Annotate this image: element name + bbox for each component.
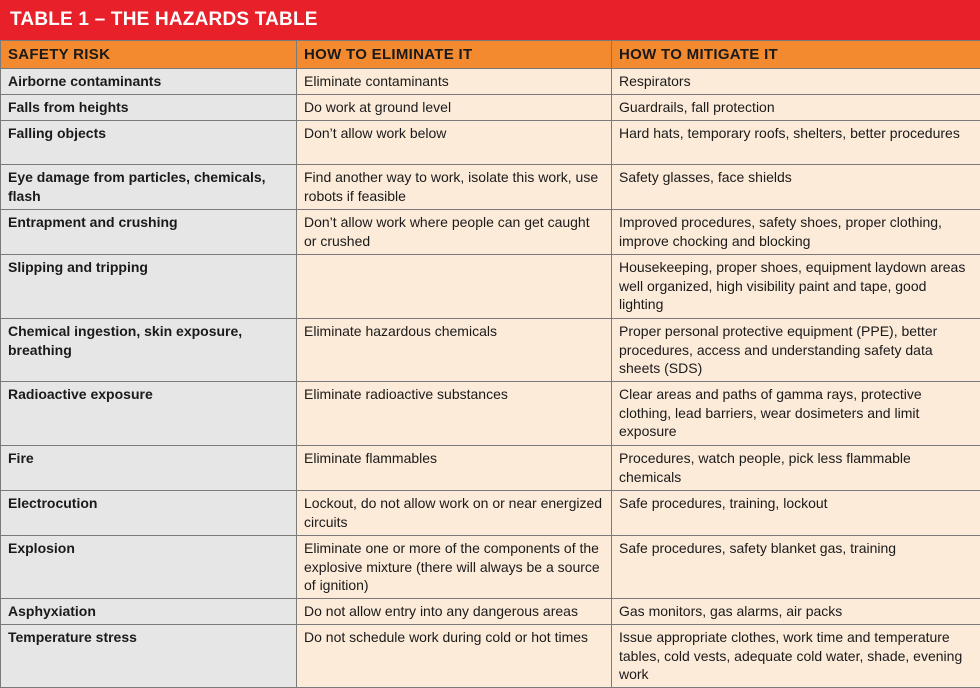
hazards-table	[0, 40, 980, 688]
eliminate-cell: Eliminate radioactive substances	[297, 382, 612, 446]
mitigate-cell: Housekeeping, proper shoes, equipment laydown areas well organized, high visibility paint and tape, good lighting	[612, 255, 980, 319]
table-row	[1, 210, 980, 255]
table-row	[1, 625, 980, 688]
risk-cell: Fire	[1, 446, 297, 491]
eliminate-cell: Eliminate flammables	[297, 446, 612, 491]
risk-cell: Slipping and tripping	[1, 255, 297, 319]
table-row	[1, 255, 980, 319]
eliminate-cell: Find another way to work, isolate this work, use robots if feasible	[297, 165, 612, 210]
risk-cell: Radioactive exposure	[1, 382, 297, 446]
mitigate-cell: Hard hats, temporary roofs, shelters, better procedures	[612, 121, 980, 165]
table-row	[1, 319, 980, 382]
table-row	[1, 382, 980, 446]
risk-cell: Asphyxiation	[1, 599, 297, 625]
mitigate-cell: Procedures, watch people, pick less flammable chemicals	[612, 446, 980, 491]
table-row	[1, 536, 980, 599]
table-title: TABLE 1 – THE HAZARDS TABLE	[0, 0, 980, 40]
eliminate-cell: Don’t allow work below	[297, 121, 612, 165]
header-safety-risk: SAFETY RISK	[1, 41, 297, 69]
eliminate-cell: Eliminate hazardous chemicals	[297, 319, 612, 382]
table-row	[1, 121, 980, 165]
mitigate-cell: Issue appropriate clothes, work time and temperature tables, cold vests, adequate cold water, shade, evening work	[612, 625, 980, 688]
mitigate-cell: Guardrails, fall protection	[612, 95, 980, 121]
risk-cell: Falls from heights	[1, 95, 297, 121]
table-row	[1, 69, 980, 95]
mitigate-cell: Improved procedures, safety shoes, proper clothing, improve chocking and blocking	[612, 210, 980, 255]
eliminate-cell: Do not schedule work during cold or hot times	[297, 625, 612, 688]
risk-cell: Entrapment and crushing	[1, 210, 297, 255]
mitigate-cell: Safe procedures, safety blanket gas, training	[612, 536, 980, 599]
table-row	[1, 165, 980, 210]
table-row	[1, 491, 980, 536]
header-row	[1, 41, 980, 69]
risk-cell: Falling objects	[1, 121, 297, 165]
mitigate-cell: Gas monitors, gas alarms, air packs	[612, 599, 980, 625]
table-row	[1, 599, 980, 625]
eliminate-cell	[297, 255, 612, 319]
risk-cell: Electrocution	[1, 491, 297, 536]
header-how-to-eliminate: HOW TO ELIMINATE IT	[297, 41, 612, 69]
mitigate-cell: Safe procedures, training, lockout	[612, 491, 980, 536]
risk-cell: Temperature stress	[1, 625, 297, 688]
table-row	[1, 95, 980, 121]
mitigate-cell: Respirators	[612, 69, 980, 95]
eliminate-cell: Do work at ground level	[297, 95, 612, 121]
eliminate-cell: Do not allow entry into any dangerous areas	[297, 599, 612, 625]
risk-cell: Chemical ingestion, skin exposure, breathing	[1, 319, 297, 382]
mitigate-cell: Safety glasses, face shields	[612, 165, 980, 210]
eliminate-cell: Lockout, do not allow work on or near energized circuits	[297, 491, 612, 536]
mitigate-cell: Proper personal protective equipment (PPE), better procedures, access and understanding safety data sheets (SDS)	[612, 319, 980, 382]
eliminate-cell: Eliminate one or more of the components of the explosive mixture (there will always be a source of ignition)	[297, 536, 612, 599]
risk-cell: Explosion	[1, 536, 297, 599]
risk-cell: Airborne contaminants	[1, 69, 297, 95]
risk-cell: Eye damage from particles, chemicals, flash	[1, 165, 297, 210]
table-row	[1, 446, 980, 491]
mitigate-cell: Clear areas and paths of gamma rays, protective clothing, lead barriers, wear dosimeters and limit exposure	[612, 382, 980, 446]
eliminate-cell: Don’t allow work where people can get caught or crushed	[297, 210, 612, 255]
eliminate-cell: Eliminate contaminants	[297, 69, 612, 95]
header-how-to-mitigate: HOW TO MITIGATE IT	[612, 41, 980, 69]
